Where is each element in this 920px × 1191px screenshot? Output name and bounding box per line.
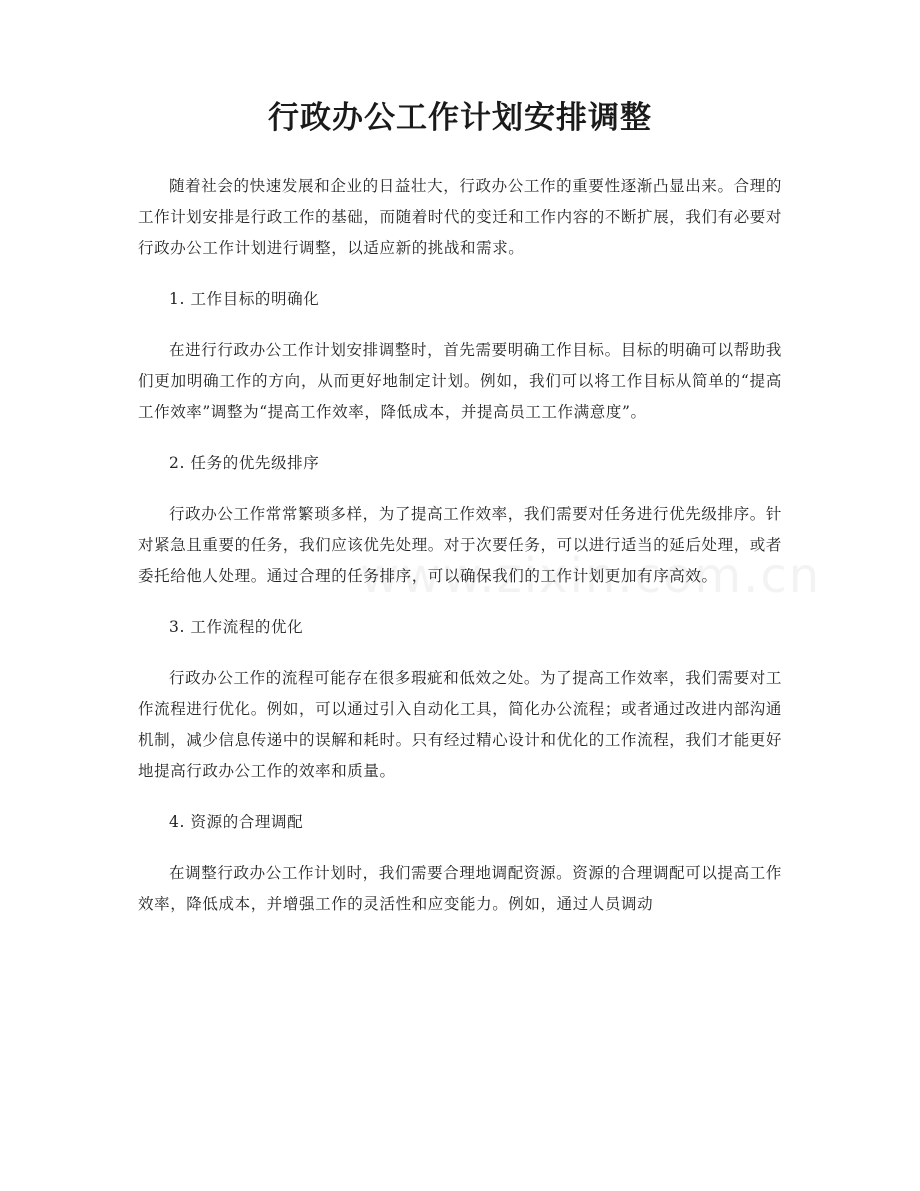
section-heading-1: 1. 工作目标的明确化: [169, 290, 320, 309]
section-body-2: 行政办公工作常常繁琐多样，为了提高工作效率，我们需要对任务进行优先级排序。针对紧急且重要的任务，我们应该优先处理。对于次要任务，可以进行适当的延后处理，或者委托给他人处理。通过合理的任务排序，可以确保我们的工作计划更加有序高效。: [138, 505, 783, 586]
document-title: 行政办公工作计划安排调整: [268, 100, 652, 136]
section-body-4: 在调整行政办公工作计划时，我们需要合理地调配资源。资源的合理调配可以提高工作效率，降低成本，并增强工作的灵活性和应变能力。例如，通过人员调动: [138, 864, 782, 914]
section-body-3: 行政办公工作的流程可能存在很多瑕疵和低效之处。为了提高工作效率，我们需要对工作流程进行优化。例如，可以通过引入自动化工具，简化办公流程；或者通过改进内部沟通机制，减少信息传递中的误解和耗时。只有经过精心设计和优化的工作流程，我们才能更好地提高行政办公工作的效率和质量。: [138, 669, 783, 781]
section-heading-2: 2. 任务的优先级排序: [169, 454, 320, 473]
section-heading-3: 3. 工作流程的优化: [169, 618, 304, 637]
section-heading-4: 4. 资源的合理调配: [169, 813, 304, 832]
section-body-1: 在进行行政办公工作计划安排调整时，首先需要明确工作目标。目标的明确可以帮助我们更加明确工作的方向，从而更好地制定计划。例如，我们可以将工作目标从简单的“提高工作效率”调整为“提高工作效率，降低成本，并提高员工工作满意度”。: [138, 341, 782, 422]
intro-paragraph: 随着社会的快速发展和企业的日益壮大，行政办公工作的重要性逐渐凸显出来。合理的工作计划安排是行政工作的基础，而随着时代的变迁和工作内容的不断扩展，我们有必要对行政办公工作计划进行调整，以适应新的挑战和需求。: [138, 177, 783, 258]
